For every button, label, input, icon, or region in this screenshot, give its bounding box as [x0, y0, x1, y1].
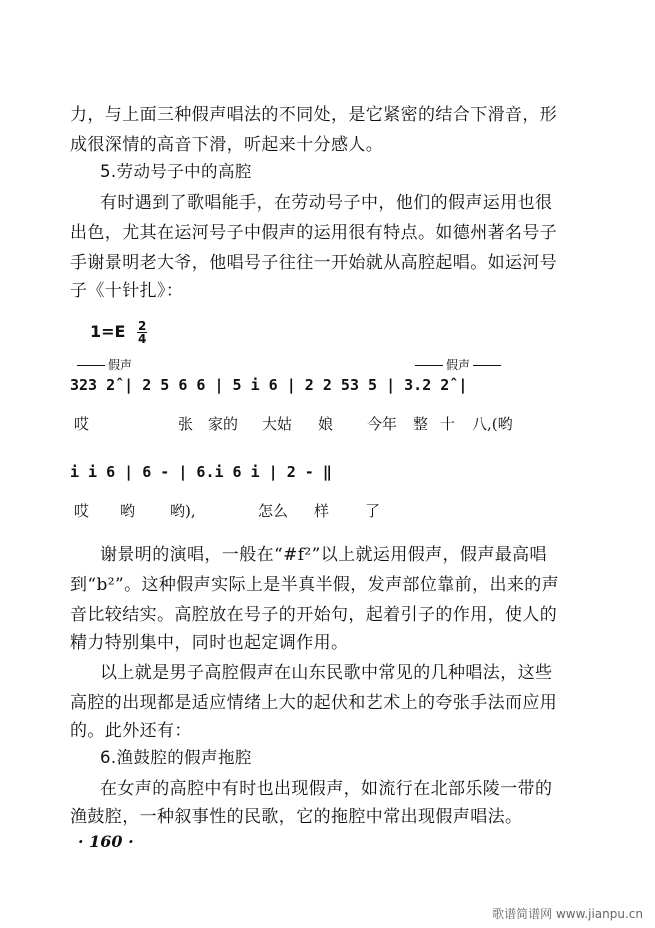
section-heading-5: 5.劳动号子中的高腔 — [100, 162, 252, 181]
lyric-1-1: 哎 — [74, 415, 90, 433]
lyric-1-5: 娘 — [318, 415, 334, 433]
paragraph-line-5: 出色，尤其在运河号子中假声的运用很有特点。如德州著名号子 — [70, 223, 558, 243]
lyric-2-1: 哎 — [74, 502, 90, 520]
falsetto-marker-1 — [74, 356, 132, 373]
lyric-2-6: 了 — [365, 502, 381, 520]
score-row-2-notes: i i 6 | 6 - | 6.i 6 i | 2 - ‖ — [70, 463, 332, 481]
key-signature: 1=E — [90, 322, 126, 341]
falsetto-label-2: 假声 — [446, 358, 471, 372]
paragraph-after-2: 到“b²”。这种假声实际上是半真半假，发声部位靠前，出来的声 — [70, 575, 560, 595]
lyric-1-6: 今年 — [367, 415, 398, 433]
score-key — [90, 320, 147, 345]
falsetto-label-1: 假声 — [108, 358, 133, 372]
lyric-1-3: 家的 — [208, 415, 239, 433]
paragraph-line-4: 有时遇到了歌唱能手，在劳动号子中，他们的假声运用也很 — [100, 193, 553, 213]
paragraph-line-2: 成很深情的高音下滑，听起来十分感人。 — [70, 135, 384, 155]
lyric-2-3: 哟), — [170, 502, 196, 520]
paragraph-after-4: 精力特别集中，同时也起定调作用。 — [70, 633, 349, 653]
paragraph-after-5: 以上就是男子高腔假声在山东民歌中常见的几种唱法，这些 — [100, 663, 553, 683]
lyric-2-2: 哟 — [120, 502, 136, 520]
paragraph-after-1: 谢景明的演唱，一般在“#f²”以上就运用假声，假声最高唱 — [100, 545, 547, 565]
lyric-1-2: 张 — [178, 415, 194, 433]
paragraph-after-9: 在女声的高腔中有时也出现假声，如流行在北部乐陵一带的 — [100, 779, 553, 799]
paragraph-after-6: 高腔的出现都是适应情绪上大的起伏和艺术上的夸张手法而应用 — [70, 693, 558, 713]
lyric-1-4: 大姑 — [262, 415, 293, 433]
time-bottom: 4 — [138, 332, 147, 346]
falsetto-marker-2 — [412, 356, 504, 373]
lyric-2-4: 怎么 — [258, 502, 289, 520]
paragraph-line-6: 手谢景明老大爷，他唱号子往往一开始就从高腔起唱。如运河号 — [70, 253, 558, 273]
lyric-1-7: 整 — [413, 415, 429, 433]
paragraph-line-1: 力，与上面三种假声唱法的不同处，是它紧密的结合下滑音，形 — [70, 105, 558, 125]
time-top: 2 — [138, 319, 147, 333]
paragraph-after-3: 音比较结实。高腔放在号子的开始句，起着引子的作用，使人的 — [70, 605, 558, 625]
site-watermark: 歌谱简谱网 www.jianpu.cn — [492, 907, 643, 921]
lyric-2-5: 样 — [314, 502, 330, 520]
section-heading-6: 6.渔鼓腔的假声拖腔 — [100, 748, 252, 767]
paragraph-line-7: 子《十针扎》： — [70, 281, 184, 301]
time-signature — [137, 320, 147, 345]
paragraph-after-10: 渔鼓腔，一种叙事性的民歌，它的拖腔中常出现假声唱法。 — [70, 807, 523, 827]
page-number: · 160 · — [78, 832, 134, 851]
lyric-1-9: 八,(哟 — [472, 415, 513, 433]
lyric-1-8: 十 — [440, 415, 456, 433]
score-row-1-notes: 323 2̂ | 2 5 6 6 | 5 i 6 | 2 2 53 5 | 3.2 2̂ | — [70, 376, 468, 394]
paragraph-after-7: 的。此外还有： — [70, 721, 192, 741]
